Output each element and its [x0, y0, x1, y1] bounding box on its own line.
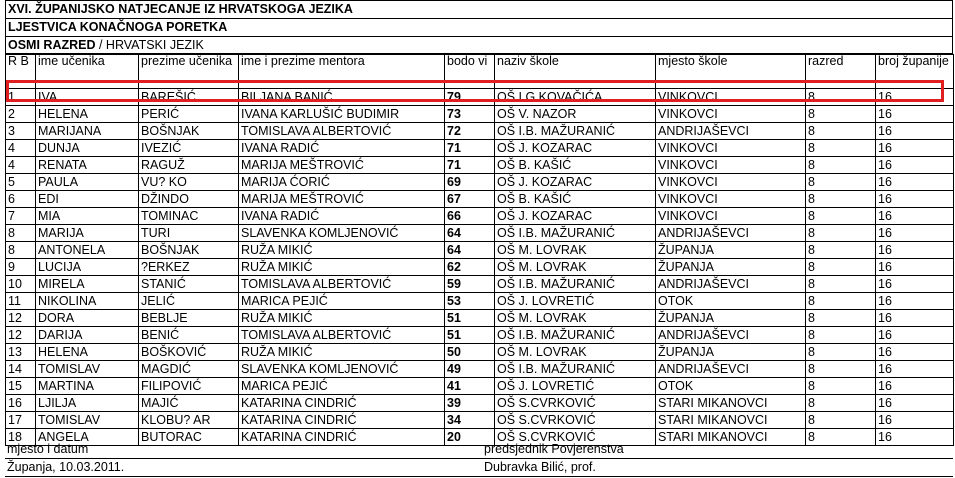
town-cell: ŽUPANJA — [656, 310, 806, 327]
last-name-cell: TOMINAC — [139, 208, 239, 225]
grade-cell: 8 — [806, 395, 876, 412]
table-row — [6, 293, 954, 310]
mentor-cell: BILJANA BANIĆ — [239, 89, 445, 106]
last-name-cell: BOŠNJAK — [139, 123, 239, 140]
last-name-cell: BUTORAC — [139, 429, 239, 446]
first-name-cell: IVA — [36, 89, 139, 106]
school-cell: OŠ M. LOVRAK — [495, 344, 656, 361]
school-cell: OŠ I.B. MAŽURANIĆ — [495, 225, 656, 242]
mentor-cell: TOMISLAVA ALBERTOVIĆ — [239, 123, 445, 140]
town-cell: STARI MIKANOVCI — [656, 412, 806, 429]
school-cell: OŠ B. KAŠIĆ — [495, 191, 656, 208]
town-cell: VINKOVCI — [656, 106, 806, 123]
county-cell: 16 — [876, 106, 954, 123]
points-cell: 51 — [445, 310, 495, 327]
table-row — [6, 310, 954, 327]
points-cell: 64 — [445, 225, 495, 242]
points-cell: 72 — [445, 123, 495, 140]
column-header: broj županije — [876, 55, 954, 89]
results-table — [5, 54, 954, 446]
grade-cell: 8 — [806, 174, 876, 191]
table-row — [6, 361, 954, 378]
place-date-label: mjesto i datum — [7, 442, 89, 456]
last-name-cell: ?ERKEZ — [139, 259, 239, 276]
column-header: R B — [6, 55, 36, 89]
last-name-cell: TURI — [139, 225, 239, 242]
rank-cell: 4 — [6, 140, 36, 157]
county-cell: 16 — [876, 259, 954, 276]
school-cell: OŠ M. LOVRAK — [495, 259, 656, 276]
table-row — [6, 395, 954, 412]
first-name-cell: LUCIJA — [36, 259, 139, 276]
county-cell: 16 — [876, 361, 954, 378]
table-row — [6, 123, 954, 140]
county-cell: 16 — [876, 157, 954, 174]
first-name-cell: NIKOLINA — [36, 293, 139, 310]
signature-footer — [5, 441, 953, 477]
first-name-cell: MIRELA — [36, 276, 139, 293]
grade-cell: 8 — [806, 429, 876, 446]
grade-cell: 8 — [806, 89, 876, 106]
points-cell: 50 — [445, 344, 495, 361]
grade-cell: 8 — [806, 208, 876, 225]
table-row — [6, 140, 954, 157]
school-cell: OŠ M. LOVRAK — [495, 242, 656, 259]
grade-cell: 8 — [806, 361, 876, 378]
town-cell: ANDRIJAŠEVCI — [656, 225, 806, 242]
first-name-cell: ANTONELA — [36, 242, 139, 259]
school-cell: OŠ I.B. MAŽURANIĆ — [495, 276, 656, 293]
last-name-cell: MAJIĆ — [139, 395, 239, 412]
county-cell: 16 — [876, 89, 954, 106]
last-name-cell: FILIPOVIĆ — [139, 378, 239, 395]
town-cell: ANDRIJAŠEVCI — [656, 276, 806, 293]
mentor-cell: RUŽA MIKIĆ — [239, 242, 445, 259]
last-name-cell: PERIĆ — [139, 106, 239, 123]
town-cell: VINKOVCI — [656, 174, 806, 191]
county-cell: 16 — [876, 344, 954, 361]
county-cell: 16 — [876, 225, 954, 242]
list-title: LJESTVICA KONAČNOGA PORETKA — [5, 19, 953, 37]
county-cell: 16 — [876, 327, 954, 344]
school-cell: OŠ J. KOZARAC — [495, 208, 656, 225]
points-cell: 64 — [445, 242, 495, 259]
first-name-cell: ANGELA — [36, 429, 139, 446]
points-cell: 71 — [445, 140, 495, 157]
first-name-cell: EDI — [36, 191, 139, 208]
points-cell: 39 — [445, 395, 495, 412]
rank-cell: 16 — [6, 395, 36, 412]
town-cell: VINKOVCI — [656, 89, 806, 106]
table-row — [6, 157, 954, 174]
column-header: bodo vi — [445, 55, 495, 89]
points-cell: 71 — [445, 157, 495, 174]
first-name-cell: DARIJA — [36, 327, 139, 344]
county-cell: 16 — [876, 191, 954, 208]
school-cell: OŠ S.CVRKOVIĆ — [495, 412, 656, 429]
results-sheet — [5, 0, 953, 446]
table-row — [6, 378, 954, 395]
county-cell: 16 — [876, 242, 954, 259]
chair-name: Dubravka Bilić, prof. — [484, 460, 596, 474]
rank-cell: 12 — [6, 327, 36, 344]
grade-cell: 8 — [806, 242, 876, 259]
mentor-cell: IVANA RADIĆ — [239, 140, 445, 157]
county-cell: 16 — [876, 310, 954, 327]
rank-cell: 1 — [6, 89, 36, 106]
school-cell: OŠ B. KAŠIĆ — [495, 157, 656, 174]
rank-cell: 17 — [6, 412, 36, 429]
points-cell: 66 — [445, 208, 495, 225]
grade-cell: 8 — [806, 412, 876, 429]
column-header: prezime učenika — [139, 55, 239, 89]
mentor-cell: MARICA PEJIĆ — [239, 378, 445, 395]
town-cell: VINKOVCI — [656, 191, 806, 208]
grade-cell: 8 — [806, 106, 876, 123]
last-name-cell: BOŠKOVIĆ — [139, 344, 239, 361]
town-cell: VINKOVCI — [656, 140, 806, 157]
school-cell: OŠ I.G.KOVAČIĆA — [495, 89, 656, 106]
last-name-cell: BENIĆ — [139, 327, 239, 344]
mentor-cell: MARIJA ĆORIĆ — [239, 174, 445, 191]
town-cell: ŽUPANJA — [656, 259, 806, 276]
rank-cell: 18 — [6, 429, 36, 446]
town-cell: ANDRIJAŠEVCI — [656, 123, 806, 140]
points-cell: 62 — [445, 259, 495, 276]
first-name-cell: DUNJA — [36, 140, 139, 157]
school-cell: OŠ S.CVRKOVIĆ — [495, 395, 656, 412]
school-cell: OŠ S.CVRKOVIĆ — [495, 429, 656, 446]
points-cell: 67 — [445, 191, 495, 208]
first-name-cell: MIA — [36, 208, 139, 225]
rank-cell: 7 — [6, 208, 36, 225]
town-cell: VINKOVCI — [656, 208, 806, 225]
county-cell: 16 — [876, 208, 954, 225]
rank-cell: 3 — [6, 123, 36, 140]
footer-values-line — [5, 459, 953, 477]
rank-cell: 15 — [6, 378, 36, 395]
grade-cell: 8 — [806, 327, 876, 344]
mentor-cell: MARIJA MEŠTROVIĆ — [239, 157, 445, 174]
town-cell: VINKOVCI — [656, 157, 806, 174]
table-row — [6, 89, 954, 106]
mentor-cell: RUŽA MIKIĆ — [239, 310, 445, 327]
rank-cell: 4 — [6, 157, 36, 174]
grade-cell: 8 — [806, 378, 876, 395]
county-cell: 16 — [876, 293, 954, 310]
school-cell: OŠ I.B. MAŽURANIĆ — [495, 327, 656, 344]
town-cell: STARI MIKANOVCI — [656, 395, 806, 412]
town-cell: ŽUPANJA — [656, 242, 806, 259]
last-name-cell: STANIĆ — [139, 276, 239, 293]
points-cell: 20 — [445, 429, 495, 446]
grade-label: OSMI RAZRED — [8, 38, 96, 52]
rank-cell: 8 — [6, 225, 36, 242]
rank-cell: 13 — [6, 344, 36, 361]
table-row — [6, 106, 954, 123]
grade-cell: 8 — [806, 276, 876, 293]
town-cell: ANDRIJAŠEVCI — [656, 327, 806, 344]
school-cell: OŠ J. LOVRETIĆ — [495, 378, 656, 395]
school-cell: OŠ V. NAZOR — [495, 106, 656, 123]
last-name-cell: DŽINDO — [139, 191, 239, 208]
school-cell: OŠ I.B. MAŽURANIĆ — [495, 123, 656, 140]
first-name-cell: MARTINA — [36, 378, 139, 395]
column-header: naziv škole — [495, 55, 656, 89]
last-name-cell: RAGUŽ — [139, 157, 239, 174]
place-date-value: Županja, 10.03.2011. — [7, 460, 125, 474]
chair-label: predsjednik Povjerenstva — [484, 442, 624, 456]
points-cell: 59 — [445, 276, 495, 293]
grade-cell: 8 — [806, 225, 876, 242]
town-cell: STARI MIKANOVCI — [656, 429, 806, 446]
first-name-cell: PAULA — [36, 174, 139, 191]
last-name-cell: JELIĆ — [139, 293, 239, 310]
school-cell: OŠ J. KOZARAC — [495, 140, 656, 157]
rank-cell: 14 — [6, 361, 36, 378]
county-cell: 16 — [876, 140, 954, 157]
county-cell: 16 — [876, 429, 954, 446]
mentor-cell: KATARINA CINDRIĆ — [239, 412, 445, 429]
town-cell: OTOK — [656, 378, 806, 395]
points-cell: 41 — [445, 378, 495, 395]
first-name-cell: RENATA — [36, 157, 139, 174]
mentor-cell: TOMISLAVA ALBERTOVIĆ — [239, 327, 445, 344]
grade-cell: 8 — [806, 344, 876, 361]
rank-cell: 10 — [6, 276, 36, 293]
rank-cell: 8 — [6, 242, 36, 259]
table-row — [6, 344, 954, 361]
last-name-cell: BEBLJE — [139, 310, 239, 327]
grade-cell: 8 — [806, 259, 876, 276]
footer-labels-line — [5, 441, 953, 459]
rank-cell: 5 — [6, 174, 36, 191]
last-name-cell: BAREŠIĆ — [139, 89, 239, 106]
grade-cell: 8 — [806, 191, 876, 208]
mentor-cell: RUŽA MIKIĆ — [239, 259, 445, 276]
county-cell: 16 — [876, 123, 954, 140]
mentor-cell: KATARINA CINDRIĆ — [239, 429, 445, 446]
competition-title: XVI. ŽUPANIJSKO NATJECANJE IZ HRVATSKOGA JEZIKA — [5, 0, 953, 19]
table-header-row — [6, 55, 954, 89]
first-name-cell: MARIJANA — [36, 123, 139, 140]
grade-cell: 8 — [806, 140, 876, 157]
table-row — [6, 174, 954, 191]
points-cell: 49 — [445, 361, 495, 378]
points-cell: 53 — [445, 293, 495, 310]
points-cell: 73 — [445, 106, 495, 123]
column-header: ime učenika — [36, 55, 139, 89]
first-name-cell: LJILJA — [36, 395, 139, 412]
first-name-cell: MARIJA — [36, 225, 139, 242]
school-cell: OŠ I.B. MAŽURANIĆ — [495, 361, 656, 378]
rank-cell: 12 — [6, 310, 36, 327]
grade-cell: 8 — [806, 310, 876, 327]
points-cell: 51 — [445, 327, 495, 344]
points-cell: 69 — [445, 174, 495, 191]
rank-cell: 2 — [6, 106, 36, 123]
last-name-cell: MAGDIĆ — [139, 361, 239, 378]
school-cell: OŠ J. KOZARAC — [495, 174, 656, 191]
county-cell: 16 — [876, 276, 954, 293]
town-cell: ŽUPANJA — [656, 344, 806, 361]
table-row — [6, 208, 954, 225]
county-cell: 16 — [876, 412, 954, 429]
mentor-cell: RUŽA MIKIĆ — [239, 344, 445, 361]
points-cell: 34 — [445, 412, 495, 429]
first-name-cell: TOMISLAV — [36, 361, 139, 378]
mentor-cell: KATARINA CINDRIĆ — [239, 395, 445, 412]
county-cell: 16 — [876, 378, 954, 395]
mentor-cell: TOMISLAVA ALBERTOVIĆ — [239, 276, 445, 293]
table-row — [6, 276, 954, 293]
table-row — [6, 327, 954, 344]
school-cell: OŠ J. LOVRETIĆ — [495, 293, 656, 310]
first-name-cell: TOMISLAV — [36, 412, 139, 429]
grade-cell: 8 — [806, 123, 876, 140]
grade-cell: 8 — [806, 157, 876, 174]
mentor-cell: SLAVENKA KOMLJENOVIĆ — [239, 225, 445, 242]
first-name-cell: DORA — [36, 310, 139, 327]
county-cell: 16 — [876, 395, 954, 412]
table-row — [6, 259, 954, 276]
rank-cell: 9 — [6, 259, 36, 276]
town-cell: ANDRIJAŠEVCI — [656, 361, 806, 378]
mentor-cell: MARICA PEJIĆ — [239, 293, 445, 310]
last-name-cell: IVEZIĆ — [139, 140, 239, 157]
first-name-cell: HELENA — [36, 344, 139, 361]
grade-subject-line — [5, 37, 953, 54]
column-header: mjesto škole — [656, 55, 806, 89]
points-cell: 79 — [445, 89, 495, 106]
last-name-cell: VU? KO — [139, 174, 239, 191]
mentor-cell: MARIJA MEŠTROVIĆ — [239, 191, 445, 208]
grade-cell: 8 — [806, 293, 876, 310]
subject-label: / HRVATSKI JEZIK — [95, 38, 204, 52]
mentor-cell: IVANA RADIĆ — [239, 208, 445, 225]
town-cell: OTOK — [656, 293, 806, 310]
school-cell: OŠ M. LOVRAK — [495, 310, 656, 327]
table-row — [6, 225, 954, 242]
table-row — [6, 242, 954, 259]
mentor-cell: SLAVENKA KOMLJENOVIĆ — [239, 361, 445, 378]
column-header: ime i prezime mentora — [239, 55, 445, 89]
rank-cell: 6 — [6, 191, 36, 208]
rank-cell: 11 — [6, 293, 36, 310]
county-cell: 16 — [876, 174, 954, 191]
last-name-cell: BOŠNJAK — [139, 242, 239, 259]
first-name-cell: HELENA — [36, 106, 139, 123]
last-name-cell: KLOBU? AR — [139, 412, 239, 429]
table-row — [6, 412, 954, 429]
column-header: razred — [806, 55, 876, 89]
table-row — [6, 191, 954, 208]
mentor-cell: IVANA KARLUŠIĆ BUDIMIR — [239, 106, 445, 123]
